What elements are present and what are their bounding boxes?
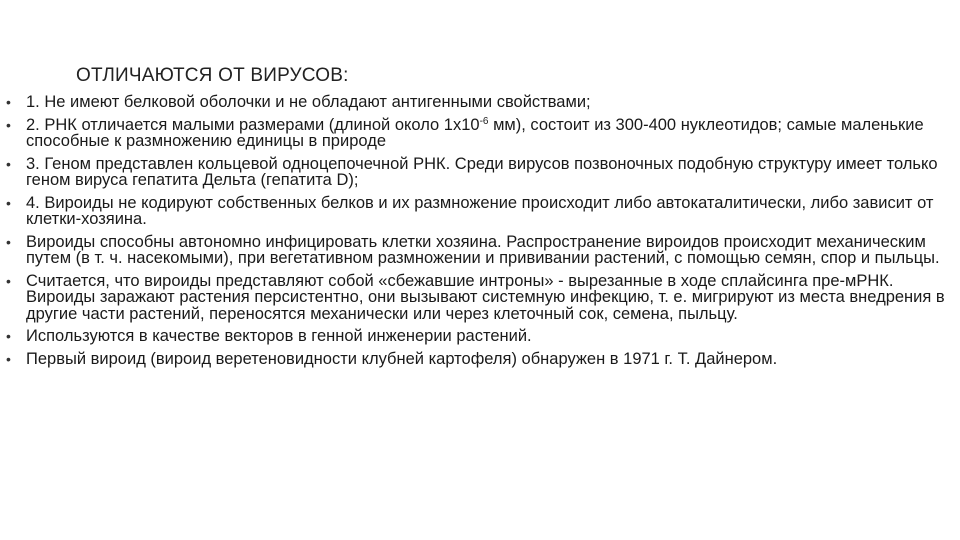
bullet-list	[6, 94, 954, 373]
list-item-text: 4. Вироиды не кодируют собственных белков и их размножение происходит либо автокаталитически, либо зависит от клетки-хозяина.	[26, 193, 934, 228]
list-item	[6, 156, 954, 189]
bullet-icon: •	[6, 328, 11, 344]
list-item	[6, 117, 954, 150]
slide-heading: ОТЛИЧАЮТСЯ ОТ ВИРУСОВ:	[76, 65, 349, 86]
text-segment: 2. РНК отличается малыми размерами (длиной около 1х10	[26, 115, 480, 134]
bullet-icon: •	[6, 155, 11, 172]
list-item-text: 3. Геном представлен кольцевой одноцепочечной РНК. Среди вирусов позвоночных подобную структуру имеет только геном вируса гепатита Дельта (гепатита D);	[26, 154, 938, 189]
bullet-icon: •	[6, 272, 11, 289]
bullet-icon: •	[6, 194, 11, 211]
list-item-text	[26, 116, 924, 151]
list-item	[6, 351, 954, 368]
list-item	[6, 328, 954, 345]
list-item	[6, 234, 954, 267]
list-item-text: Первый вироид (вироид веретеновидности клубней картофеля) обнаружен в 1971 г. Т. Дайнером.	[26, 349, 778, 368]
bullet-icon: •	[6, 116, 11, 133]
bullet-icon: •	[6, 94, 11, 110]
list-item	[6, 94, 954, 111]
bullet-icon: •	[6, 350, 11, 367]
list-item-text: 1. Не имеют белковой оболочки и не обладают антигенными свойствами;	[26, 93, 591, 111]
list-item-text: Считается, что вироиды представляют собой «сбежавшие интроны» - вырезанные в ходе сплайсинга пре-мРНК. Вироиды заражают растения персистентно, они вызывают системную инфекцию, т. е. мигрируют из места внедрения в другие части растений, переносятся механически или через клеточный сок, семена, пыльцу.	[26, 271, 945, 323]
superscript-exponent: -6	[479, 115, 489, 127]
text-segment: мм), состоит из 300-400 нуклеотидов; самые маленькие способные к размножению единицы в природе	[26, 115, 924, 150]
list-item-text: Используются в качестве векторов в генной инженерии растений.	[26, 327, 532, 345]
list-item	[6, 273, 954, 323]
bullet-icon: •	[6, 233, 11, 250]
list-item	[6, 195, 954, 228]
list-item-text: Вироиды способны автономно инфицировать клетки хозяина. Распространение вироидов происходит механическим путем (в т. ч. насекомыми), при вегетативном размножении и прививании растений, с помощью семян, спор и пыльцы.	[26, 232, 940, 267]
